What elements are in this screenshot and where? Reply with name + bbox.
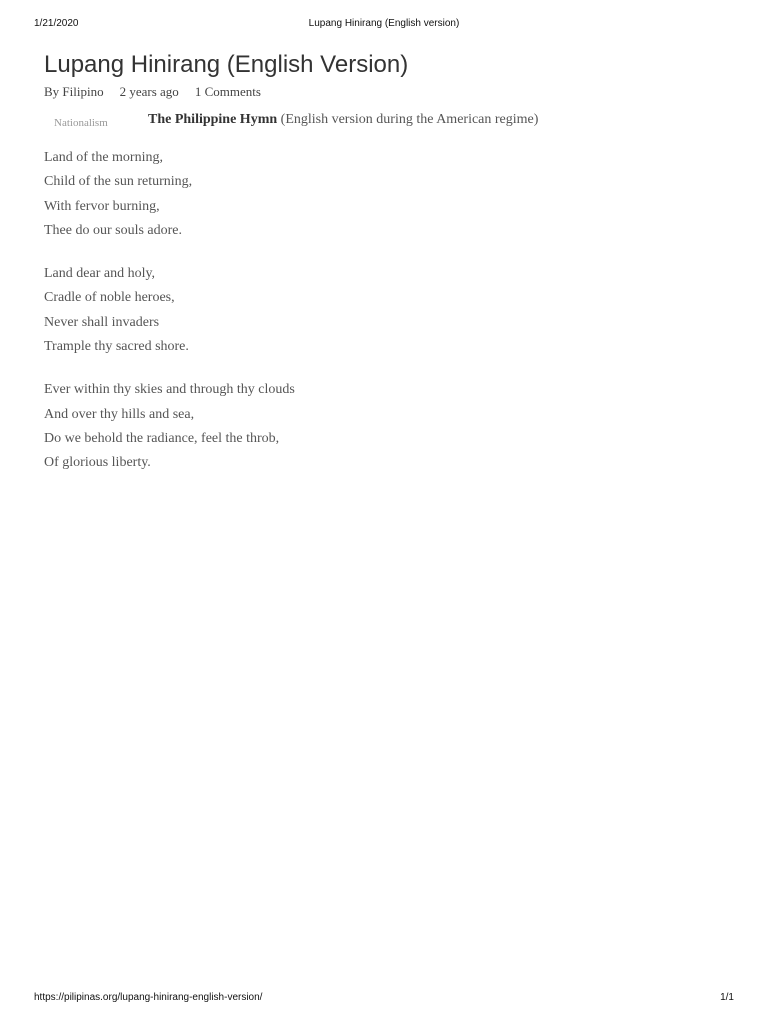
print-footer <box>34 992 734 1006</box>
stanza-line: Land of the morning, <box>44 150 163 165</box>
post-age: 2 years ago <box>119 84 179 99</box>
print-header <box>34 18 734 32</box>
print-doc-title: Lupang Hinirang (English version) <box>308 18 460 29</box>
stanza-line: Land dear and holy, <box>44 266 156 282</box>
stanza-line: Never shall invaders <box>44 314 160 330</box>
stanza-line: Ever within thy skies and through thy clouds <box>44 382 295 398</box>
print-date: 1/21/2020 <box>34 18 79 29</box>
stanza-line: Do we behold the radiance, feel the throb, <box>44 430 280 446</box>
stanza-line: Thee do our souls adore. <box>44 222 183 238</box>
stanza-line: Child of the sun returning, <box>44 174 193 190</box>
stanza <box>44 146 734 243</box>
article-meta <box>44 84 734 100</box>
category-link[interactable]: Nationalism <box>54 117 108 129</box>
article <box>44 50 734 476</box>
stanza-line: With fervor burning, <box>44 198 160 214</box>
intro-row <box>44 112 734 134</box>
stanza <box>44 378 734 475</box>
intro-text <box>148 112 538 128</box>
comments-link[interactable]: 1 Comments <box>194 84 261 99</box>
stanza-line: Cradle of noble heroes, <box>44 290 175 306</box>
intro-rest: (English version during the American regime) <box>277 112 539 127</box>
stanza <box>44 262 734 359</box>
stanza-line: And over thy hills and sea, <box>44 406 195 422</box>
stanza-line: Trample thy sacred shore. <box>44 339 189 355</box>
intro-bold: The Philippine Hymn <box>148 112 278 127</box>
stanza-line: Of glorious liberty. <box>44 455 151 471</box>
print-url: https://pilipinas.org/lupang-hinirang-english-version/ <box>34 992 263 1003</box>
article-title: Lupang Hinirang (English Version) <box>44 51 409 78</box>
print-page-number: 1/1 <box>720 992 734 1003</box>
author-link[interactable]: By Filipino <box>44 84 104 99</box>
